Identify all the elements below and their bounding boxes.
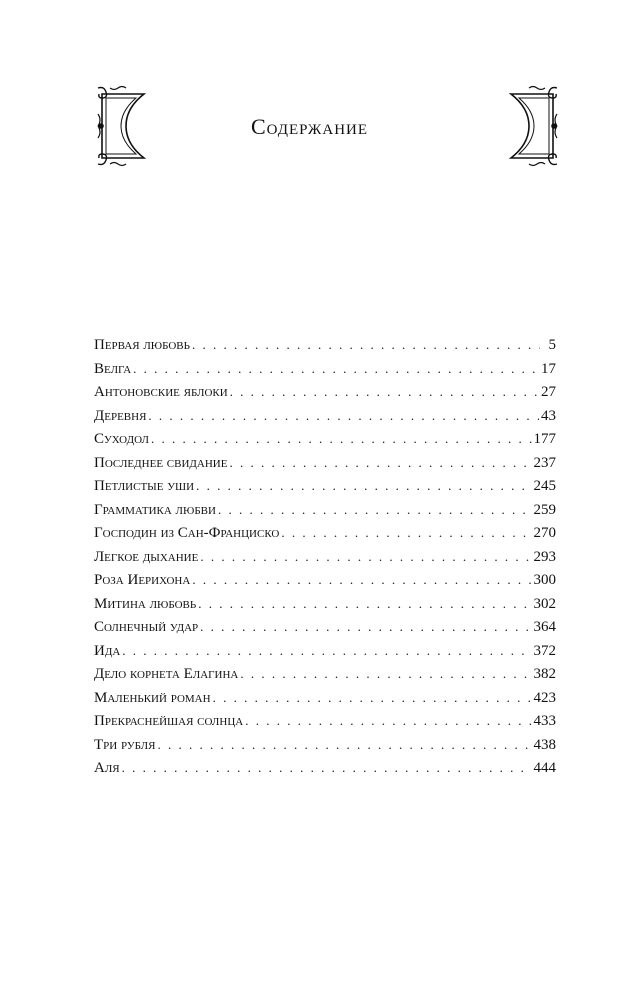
toc-entry-title: Антоновские яблоки [94,384,228,400]
dot-leader [148,408,539,424]
toc-entry-title: Легкое дыхание [94,548,199,565]
dot-leader [200,549,531,565]
toc-entry[interactable] [94,525,556,549]
toc-entry-title: Первая любовь [94,337,190,353]
toc-entry-title: Велга [94,360,132,377]
toc-entry-page: 364 [533,619,556,635]
toc-entry[interactable] [94,760,556,784]
toc-entry[interactable] [94,408,556,432]
toc-entry-title: Последнее свидание [94,454,228,471]
toc-entry[interactable] [94,737,556,761]
dot-leader [213,690,532,706]
toc-entry[interactable] [94,713,556,737]
toc-entry[interactable] [94,361,556,385]
toc-entry-page: 302 [533,595,556,612]
toc-entry[interactable] [94,384,556,408]
toc-entry-title: Роза Иерихона [94,572,191,588]
toc-entry-title: Аля [94,760,120,776]
toc-entry-title: Солнечный удар [94,619,199,635]
toc-entry-page: 372 [533,642,556,659]
toc-entry-page: 245 [533,478,556,494]
toc-entry-title: Прекраснейшая солнца [94,713,244,729]
toc-entry-title: Грамматика любви [94,501,216,518]
dot-leader [230,384,539,400]
toc-entry-title: Дело корнета Елагина [94,666,239,682]
toc-entry[interactable] [94,478,556,502]
dot-leader [192,337,540,353]
dot-leader [192,572,531,588]
dot-leader [122,643,531,659]
toc-entry-page: 237 [533,454,556,471]
toc-entry[interactable] [94,690,556,714]
toc-entry-title: Деревня [94,407,147,424]
toc-entry-page: 27 [541,384,556,400]
dot-leader [240,666,531,682]
dot-leader [196,478,531,494]
toc-entry-page: 444 [533,760,556,776]
toc-entry-page: 433 [533,713,556,729]
toc-entry-page: 43 [541,407,556,424]
page-title: Содержание [250,114,369,139]
dot-leader [200,619,531,635]
toc-entry-title: Господин из Сан-Франциско [94,525,280,541]
toc-entry-title: Митина любовь [94,595,197,612]
toc-entry[interactable] [94,666,556,690]
toc-entry-page: 5 [548,337,556,353]
table-of-contents [94,337,556,784]
toc-entry-page: 438 [533,736,556,753]
dot-leader [157,737,531,753]
toc-entry-title: Три рубля [94,736,156,753]
dot-leader [198,596,531,612]
dot-leader [133,361,539,377]
toc-entry-title: Суходол [94,431,149,447]
toc-entry-title: Маленький роман [94,689,211,706]
dot-leader [229,455,531,471]
toc-entry[interactable] [94,502,556,526]
toc-entry-page: 423 [533,689,556,706]
toc-entry[interactable] [94,643,556,667]
dot-leader [151,431,532,447]
dot-leader [122,760,532,776]
toc-entry-title: Ида [94,642,121,659]
toc-entry-page: 300 [533,572,556,588]
dot-leader [245,713,531,729]
toc-entry-page: 17 [541,360,556,377]
toc-entry[interactable] [94,431,556,455]
toc-entry-page: 177 [533,431,556,447]
toc-entry[interactable] [94,549,556,573]
toc-entry-page: 270 [533,525,556,541]
toc-entry[interactable] [94,596,556,620]
toc-entry[interactable] [94,619,556,643]
toc-entry[interactable] [94,337,556,361]
toc-entry-page: 382 [533,666,556,682]
toc-entry[interactable] [94,572,556,596]
toc-entry[interactable] [94,455,556,479]
dot-leader [281,525,531,541]
toc-entry-page: 293 [533,548,556,565]
toc-entry-title: Петлистые уши [94,478,195,494]
dot-leader [218,502,532,518]
toc-entry-page: 259 [533,501,556,518]
